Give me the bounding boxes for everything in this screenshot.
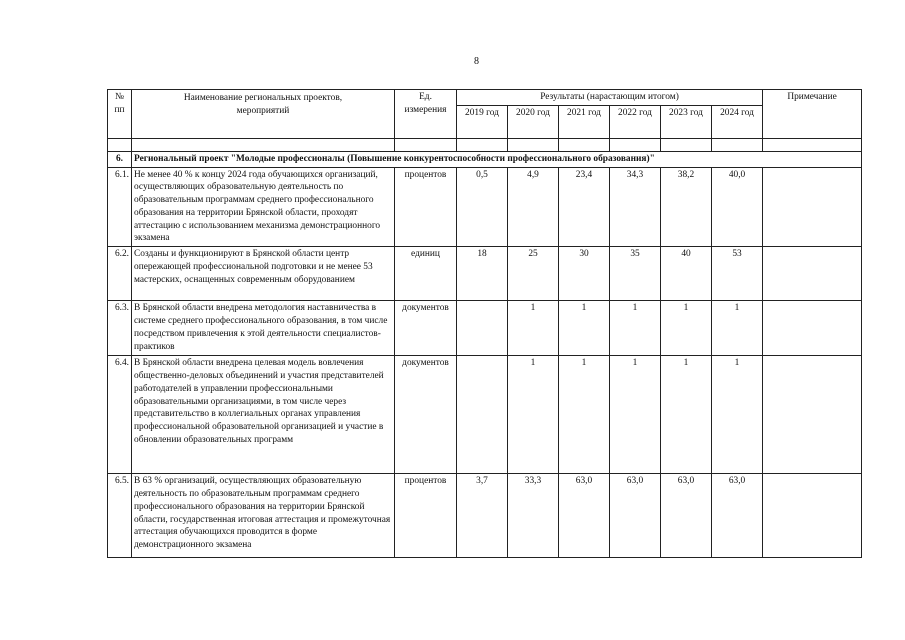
header-year: 2020 год (508, 105, 559, 138)
section-row (108, 151, 862, 167)
row-num: 6.4. (108, 356, 132, 474)
row-text: В Брянской области внедрена методология наставничества в системе среднего профессионального образования, в том числе посредством привлечения к этой деятельности специалистов-практиков (132, 301, 395, 356)
row-value: 23,4 (559, 167, 610, 247)
header-year: 2022 год (610, 105, 661, 138)
row-value (457, 356, 508, 474)
row-value: 1 (610, 356, 661, 474)
row-value: 63,0 (712, 474, 763, 558)
header-note: Примечание (763, 90, 862, 139)
row-num: 6.2. (108, 247, 132, 301)
row-value: 1 (712, 301, 763, 356)
row-note (763, 247, 862, 301)
row-text: В 63 % организаций, осуществляющих образовательную деятельность по образовательным программам среднего профессионального образования на территории Брянской области, государственная итоговая аттестация и промежуточная аттестация обучающихся проводится в форме демонстрационного экзамена (132, 474, 395, 558)
row-value: 40 (661, 247, 712, 301)
row-note (763, 301, 862, 356)
table-row (108, 301, 862, 356)
row-value: 35 (610, 247, 661, 301)
header-num: № пп (108, 90, 132, 139)
row-value: 33,3 (508, 474, 559, 558)
row-value: 1 (661, 301, 712, 356)
table-row (108, 474, 862, 558)
row-value: 34,3 (610, 167, 661, 247)
row-num: 6.5. (108, 474, 132, 558)
header-row (108, 90, 862, 106)
row-text: В Брянской области внедрена целевая модель вовлечения общественно-деловых объединений и участия представителей работодателей в управлении профессиональными образовательными организациями, в том числе через представительство в коллегиальных органах управления профессиональной образовательной организацией и участие в обновлении образовательных программ (132, 356, 395, 474)
row-value: 25 (508, 247, 559, 301)
header-year: 2019 год (457, 105, 508, 138)
header-results: Результаты (нарастающим итогом) (457, 90, 763, 106)
row-value: 4,9 (508, 167, 559, 247)
spacer-row (108, 138, 862, 151)
page-number: 8 (474, 56, 479, 67)
row-num: 6.3. (108, 301, 132, 356)
row-value: 30 (559, 247, 610, 301)
row-value: 1 (508, 301, 559, 356)
header-year: 2024 год (712, 105, 763, 138)
table-row (108, 356, 862, 474)
section-title: Региональный проект "Молодые профессионалы (Повышение конкурентоспособности профессионального образования)" (132, 151, 862, 167)
results-table (107, 89, 862, 558)
row-text: Не менее 40 % к концу 2024 года обучающихся организаций, осуществляющих образовательную деятельность по образовательным программам среднего профессионального образования на территории Брянской области, проходят аттестацию с использованием механизма демонстрационного экзамена (132, 167, 395, 247)
table-row (108, 247, 862, 301)
row-unit: процентов (395, 167, 457, 247)
row-value: 63,0 (610, 474, 661, 558)
row-note (763, 356, 862, 474)
row-num: 6.1. (108, 167, 132, 247)
row-unit: процентов (395, 474, 457, 558)
header-name: Наименование региональных проектов, мероприятий (132, 90, 395, 139)
row-text: Созданы и функционируют в Брянской области центр опережающей профессиональной подготовки и не менее 53 мастерских, оснащенных современным оборудованием (132, 247, 395, 301)
header-year: 2023 год (661, 105, 712, 138)
row-value: 63,0 (661, 474, 712, 558)
row-value (457, 301, 508, 356)
row-unit: единиц (395, 247, 457, 301)
row-value: 1 (559, 301, 610, 356)
row-value: 63,0 (559, 474, 610, 558)
table-row (108, 167, 862, 247)
row-value: 1 (559, 356, 610, 474)
row-unit: документов (395, 301, 457, 356)
row-value: 40,0 (712, 167, 763, 247)
row-value: 1 (508, 356, 559, 474)
row-value: 53 (712, 247, 763, 301)
row-value: 38,2 (661, 167, 712, 247)
row-value: 1 (661, 356, 712, 474)
row-note (763, 474, 862, 558)
row-unit: документов (395, 356, 457, 474)
row-note (763, 167, 862, 247)
section-num: 6. (108, 151, 132, 167)
header-year: 2021 год (559, 105, 610, 138)
row-value: 1 (610, 301, 661, 356)
row-value: 0,5 (457, 167, 508, 247)
header-unit: Ед. измерения (395, 90, 457, 139)
row-value: 3,7 (457, 474, 508, 558)
row-value: 18 (457, 247, 508, 301)
row-value: 1 (712, 356, 763, 474)
